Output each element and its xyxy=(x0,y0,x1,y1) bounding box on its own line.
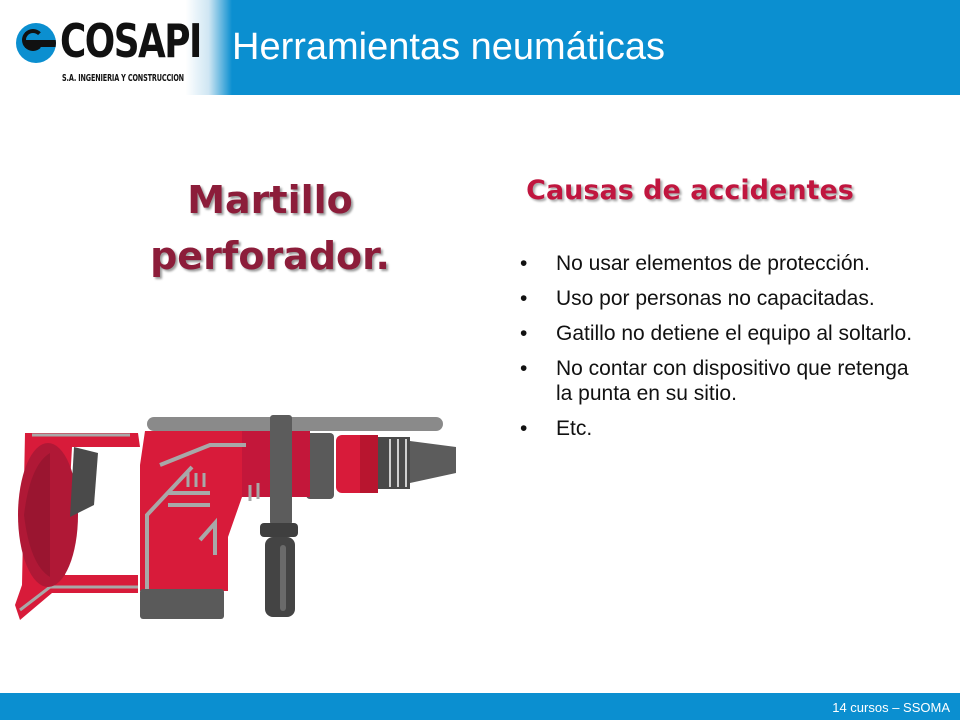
list-item-text: Etc. xyxy=(556,417,593,440)
list-item xyxy=(517,416,917,441)
list-item xyxy=(517,286,917,311)
cosapi-logo-icon xyxy=(16,23,56,63)
list-item-text: No usar elementos de protección. xyxy=(556,252,871,275)
header-bar xyxy=(0,0,960,95)
bullet: • xyxy=(520,417,528,440)
tool-name xyxy=(120,172,420,284)
tool-name-line1: Martillo xyxy=(187,178,353,222)
list-item-text: Gatillo no detiene el equipo al soltarlo. xyxy=(556,322,913,345)
list-item xyxy=(517,321,917,346)
causes-title: Causas de accidentes xyxy=(526,175,854,206)
list-item-text: No contar con dispositivo que retenga la punta en su sitio. xyxy=(556,357,909,405)
drill-base-block xyxy=(140,589,224,619)
bullet: • xyxy=(520,322,528,345)
logo-wordmark: COSAPI xyxy=(60,14,201,68)
list-item xyxy=(517,356,917,406)
list-item xyxy=(517,251,917,276)
logo xyxy=(0,0,232,95)
drill-side-handle-bar xyxy=(270,415,292,525)
bullet: • xyxy=(520,357,528,380)
footer-text: 14 cursos – SSOMA xyxy=(832,700,950,715)
page-title: Herramientas neumáticas xyxy=(232,26,665,68)
drill-chuck-collar xyxy=(306,433,334,499)
list-item-text: Uso por personas no capacitadas. xyxy=(556,287,875,310)
bullet: • xyxy=(520,287,528,310)
drill-bit-cone xyxy=(410,441,456,483)
causes-list xyxy=(517,251,917,451)
footer-bar xyxy=(0,693,960,720)
bullet: • xyxy=(520,252,528,275)
logo-subtitle: S.A. INGENIERIA Y CONSTRUCCION xyxy=(62,73,184,84)
drill-top-rail xyxy=(147,417,443,431)
rotary-hammer-drill-illustration xyxy=(10,405,460,630)
tool-name-line2: perforador. xyxy=(150,234,390,278)
